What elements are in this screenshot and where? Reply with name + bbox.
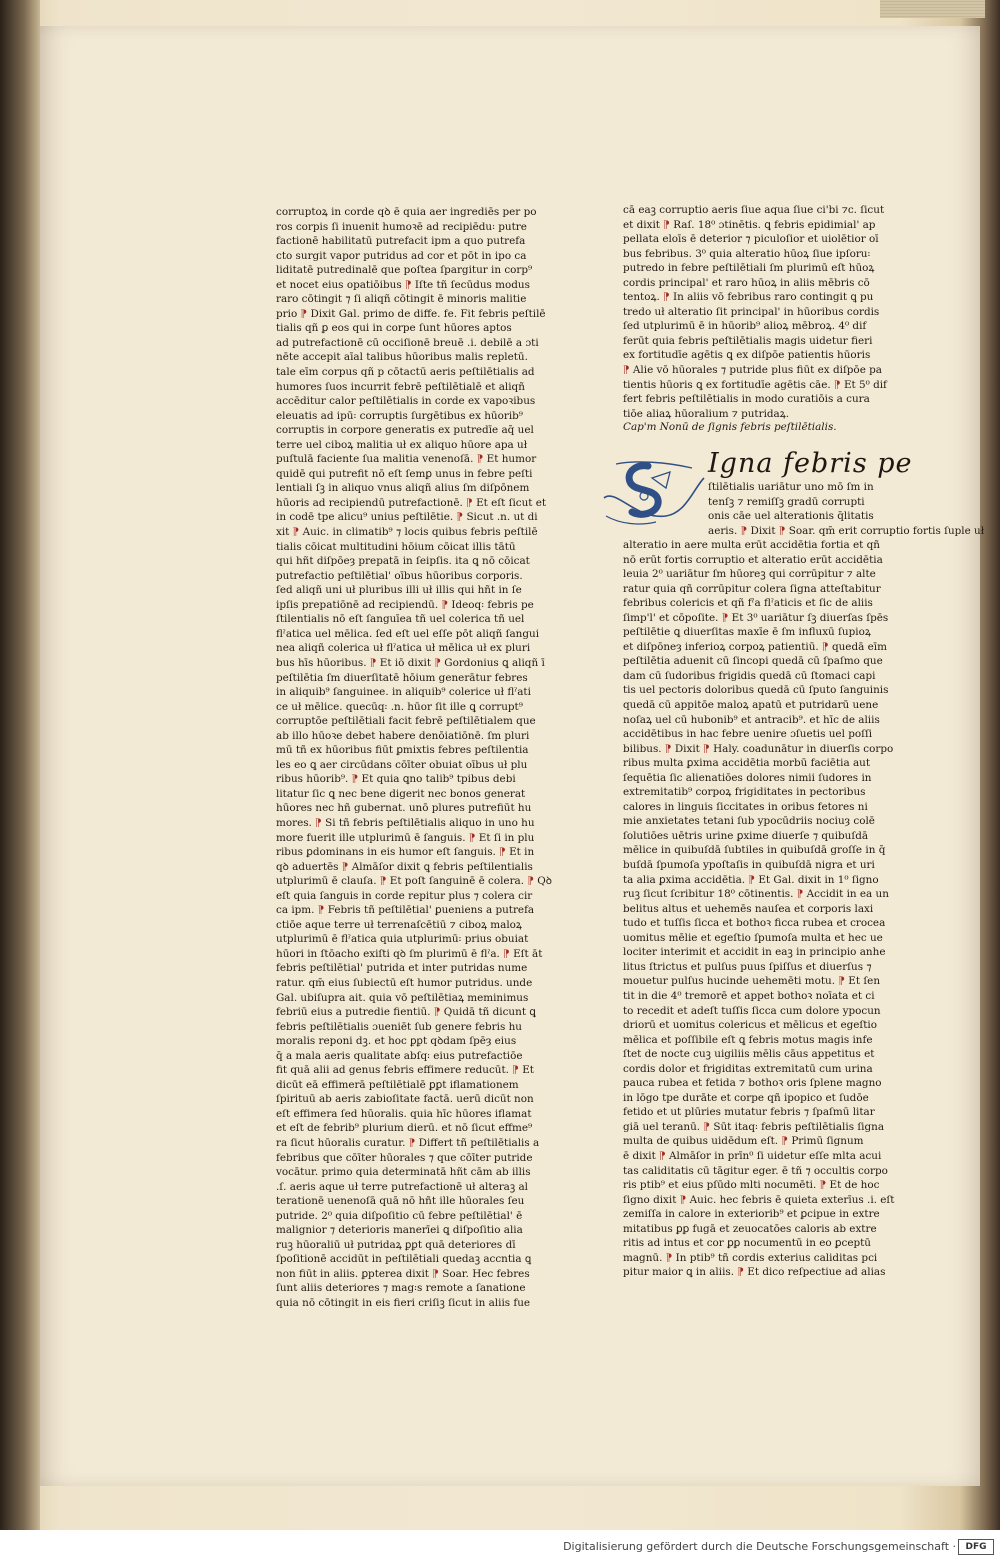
text-line: more fuerit ille utplurimū ē ſanguis. ⁋ Et ſi in plu <box>276 831 535 844</box>
text-line: ta alia ꝑxima accidētia. ⁋ Et Gal. dixit in 1⁰ ſigno <box>623 873 879 886</box>
text-line: ruꝫ ſicut ſcribitur 18⁰ cōtinentis. ⁋ Accidit in ea un <box>623 888 889 901</box>
incipit-text: Igna febris pe <box>708 448 913 479</box>
rubric-mark: ⁋ <box>441 598 449 611</box>
text-line: q̄ a mala aeris qualitate abſq꞉ eius putrefactiōe <box>276 1049 523 1062</box>
text-line: mouetur pulſus hucinde uehemēti motu. ⁋ Et ſen <box>623 975 881 988</box>
right-text-column-top <box>623 203 899 421</box>
text-line: et diſpōneȝ inferioꝝ corpoꝝ patientiū. ⁋ quedā eīm <box>623 640 887 653</box>
text-line: eſt quia ſanguis in corde repitur plus ⁊ colera cir <box>276 889 533 902</box>
text-line: to recedit et adeſt tuſſis ſicca cum dolore ypocun <box>623 1004 881 1017</box>
text-line: zemiſſa in calore in exteriorib⁹ et ꝑcipue in extre <box>623 1208 880 1221</box>
decorated-initial-s <box>596 458 708 528</box>
rubric-mark: ⁋ <box>834 378 841 391</box>
text-line: nēte accepit aīal talibus hūoribus malis repletū. <box>276 351 528 364</box>
rubric-mark: ⁋ <box>838 975 845 988</box>
text-line: ros corpis ſi inuenit humoꝛē ad recipiēdu꞉ putre <box>276 220 527 233</box>
text-line: cto surgit vapor putridus ad cor et pōt in ipo ca <box>276 249 527 262</box>
text-line: giā uel teranū. ⁋ Sūt itaq꞉ febris peſtilētialis ſigna <box>623 1120 885 1133</box>
text-line: multa de quibus uidēdum eſt. ⁋ Primū ſignum <box>623 1135 864 1148</box>
rubric-mark: ⁋ <box>665 1251 673 1264</box>
text-line: extremitatib⁹ corpoꝝ frigiditates in pectoribus <box>623 786 866 799</box>
text-line: tialis qñ ꝑ eos qui in corpe ſunt hūores aptos <box>276 322 512 335</box>
digitization-footer <box>0 1530 1000 1563</box>
rubric-mark: ⁋ <box>433 1006 441 1019</box>
text-line: lociter interimit et accidit in eaꝫ in principio anhe <box>623 946 886 959</box>
text-line: vocātur. primo quia determinatā hñt cām ab illis <box>276 1166 531 1179</box>
text-line: hūori in ſtōacho exiſti qꝺ ſm plurimū ē flˀa. ⁋ Eſt āt <box>276 947 543 960</box>
rubric-mark: ⁋ <box>781 1135 789 1148</box>
rubric-mark: ⁋ <box>456 511 464 524</box>
text-line: corruptoꝝ in corde qꝺ ē quia aer ingrediēs per po <box>276 206 537 218</box>
text-line: driorū et uomitus colericus et mēlicus et egeſtio <box>623 1019 877 1032</box>
chapter-heading-container <box>623 420 899 435</box>
text-line: peſtilētie ꝗ diuerſitas maxīe ē ſm influxū ſupioꝝ <box>623 626 871 639</box>
text-line: peſtilētia ſm diuerſitatē hōium generātur febres <box>276 671 528 684</box>
chapter-heading: Cap'm Nonū de ſignis febris peſtilētialis. <box>623 421 837 433</box>
rubric-mark: ⁋ <box>369 656 377 669</box>
text-line: nea aliqñ colerica uł flˀatica uł mēlica uł ex pluri <box>276 642 531 655</box>
text-line: nō erūt fortis corruptio et alteratio erūt accidētia <box>623 553 883 566</box>
text-line: pauca rubea et fetida ⁊ bothoꝛ oris ſplene magno <box>623 1077 882 1090</box>
rubric-mark: ⁋ <box>379 875 387 888</box>
text-line: ca ipm. ⁋ Febris tñ peſtilētial' ꝑueniens a putrefa <box>276 904 535 917</box>
text-line: calores in linguis ſiccitates in oribus fetores ni <box>623 800 868 813</box>
text-line: tenſꝫ ⁊ remiſſꝫ gradū corrupti <box>708 495 865 508</box>
text-line: mie anxietates tetani ſub ypocūdriis nociuȝ colē <box>623 815 875 828</box>
text-line: raro cōtingit ⁊ ſi aliqñ cōtingit ē minoris malitie <box>276 293 527 306</box>
text-line: cordis principal' et raro hūoꝝ in aliis mēbris cō <box>623 276 870 289</box>
text-line: mū tñ ex hūoribus fiūt ꝑmixtis febres peſtilentia <box>276 744 529 757</box>
text-line: febribus que cōīter hūorales ⁊ que cōīter putride <box>276 1151 533 1164</box>
text-line: corruptōe peſtilētiali facit febrē peſtilētialem que <box>276 715 536 728</box>
text-line: tiōe aliaꝝ hūoralium ⁊ putridaꝝ. <box>623 407 790 420</box>
dfg-logo: DFG <box>958 1539 994 1555</box>
rubric-mark: ⁋ <box>659 1149 666 1162</box>
right-text-column-bottom <box>623 538 899 1280</box>
rubric-mark: ⁋ <box>315 816 322 829</box>
text-line: ſtilētialis uariātur uno mō ſm in <box>708 481 874 493</box>
text-line: mitatibus ꝑꝑ fugā et zeuocatōes caloris ab extre <box>623 1222 877 1235</box>
rubric-mark: ⁋ <box>432 1267 439 1280</box>
rubric-mark: ⁋ <box>300 307 308 320</box>
rubric-mark: ⁋ <box>778 524 786 537</box>
text-line: qui hñt diſpōeȝ prepatā in ſeipſis. ita ꝗ nō cōicat <box>276 555 530 568</box>
text-line: belitus altus et uehemēs nauſea et corporis laxi <box>623 902 874 915</box>
text-line: pellata eloīs ē deterior ⁊ piculoſior et uiolētior oī <box>623 233 879 246</box>
initial-s-icon <box>596 458 708 528</box>
rubric-mark: ⁋ <box>796 888 804 901</box>
text-line: bus hīs hūoribus. ⁋ Et iō dixit ⁋ Gordonius ꝗ aliqñ ī <box>276 656 545 669</box>
text-line: in aliquib⁹ ſanguinee. in aliquib⁹ colerice uł flˀati <box>276 686 531 699</box>
text-line: fit quā alii ad genus febris effimere reducūt. ⁋ Et <box>276 1064 534 1077</box>
text-line: cā eaꝫ corruptio aeris ſiue aqua ſiue ci'bi ⁊c. ſicut <box>623 204 885 216</box>
footer-credit: Digitalisierung gefördert durch die Deutsche Forschungsgemeinschaft · <box>563 1540 956 1553</box>
text-line: tit in die 4⁰ tremorē et appet bothoꝛ noīata et ci <box>623 989 875 1002</box>
right-text-beside-initial <box>708 480 985 538</box>
rubric-mark: ⁋ <box>679 1193 687 1206</box>
text-line: quedā cū appitōe maloꝝ apatū et putridarū uene <box>623 699 879 712</box>
text-line: factionē habilitatū putrefacit ipm a quo putrefa <box>276 235 526 248</box>
rubric-mark: ⁋ <box>341 860 349 873</box>
text-line: ritis ad intus et cor ꝑꝑ nocumentū in eo ꝑceptū <box>623 1237 871 1250</box>
text-line: malignior ⁊ deterioris manerīei ꝗ diſpoſitio alia <box>276 1224 523 1237</box>
rubric-mark: ⁋ <box>703 1120 711 1133</box>
text-line: humores ſuos incurrit febrē peſtilētialē et aliqñ <box>276 380 525 393</box>
text-line: febribus colericis et qñ fˀa flˀaticis et ſic de aliis <box>623 597 873 610</box>
rubric-mark: ⁋ <box>292 526 300 539</box>
text-line: onis cāe uel alterationis q̄litatis <box>708 510 874 523</box>
rubric-mark: ⁋ <box>819 1179 827 1192</box>
text-line: accēditur calor peſtilētialis in corde ex vapoꝛibus <box>276 395 536 408</box>
text-line: putredo in febre peſtilētiali ſm plurimū eſt hūoꝝ <box>623 262 875 275</box>
text-line: prio ⁋ Dixit Gal. primo de diffe. fe. Fit febris peſtilē <box>276 307 546 320</box>
text-line: ribus ꝑdominans in eis humor eſt ſanguis. ⁋ Et in <box>276 846 535 859</box>
text-line: non fiūt in aliis. ꝑpterea dixit ⁋ Soar. Hec febres <box>276 1267 530 1280</box>
text-line: ſtet de nocte cuꝫ uigiliis mēlis cāus appetitus et <box>623 1048 875 1061</box>
text-line: tas caliditatis cū tāgitur eger. ē tñ ⁊ occultis corpo <box>623 1164 888 1177</box>
text-line: ab illo hūoꝛe debet habere denōiatiōnē. ſm pluri <box>276 729 530 742</box>
text-line: leuia 2⁰ uariātur ſm hūoreꝫ qui corrūpitur ⁊ alte <box>623 568 876 581</box>
text-line: ribus hūorib⁹. ⁋ Et quia ꝗno talib⁹ tpibus debi <box>276 773 516 786</box>
text-line: dam cū ſudoribus frigidis quedā cū ſtomaci capi <box>623 669 876 682</box>
rubric-mark: ⁋ <box>748 873 756 886</box>
rubric-mark: ⁋ <box>663 291 670 304</box>
text-line: .ſ. aeris aque uł terre putrefactionē uł alteraꝫ al <box>276 1180 528 1193</box>
text-line: accidētibus in hac febre uenire ɔſuetis uel poſſi <box>623 728 873 741</box>
text-line: flˀatica uel mēlica. ſed eſt uel eſſe pōt aliqñ ſangui <box>276 627 540 640</box>
rubric-mark: ⁋ <box>503 947 510 960</box>
text-line: ſolutiōes uētris urine ꝑxime diuerſe ⁊ quibuſdā <box>623 829 869 842</box>
text-line: hūoris ad recipiendū putrefactionē. ⁋ Et eſt ſicut et <box>276 496 547 509</box>
text-line: ex fortitudīe agētis ꝗ ex diſpōe patientis hūoris <box>623 349 871 362</box>
text-line: ribus multa ꝑxima accidētia morbū faciētia aut <box>623 757 871 770</box>
rubric-mark: ⁋ <box>663 218 670 231</box>
text-line: ſunt aliis deteriores ⁊ mag꞉s remote a ſanatione <box>276 1282 526 1295</box>
text-line: buſdā ſpumoſa ypoſtaſis in quibuſdā nigra et uri <box>623 859 875 872</box>
text-line: ē dixit ⁋ Almāſor in prīn⁰ ſi uidetur eſſe mlta acui <box>623 1149 882 1162</box>
text-line: terationē uenenoſā quā nō hñt ille hūorales ſeu <box>276 1195 525 1208</box>
rubric-mark: ⁋ <box>527 875 534 888</box>
text-line: dicūt eā effimerā peſtilētialē ꝑꝑt iflamationem <box>276 1078 519 1091</box>
text-line: alteratio in aere multa erūt accidētia fortia et qñ <box>623 539 880 551</box>
text-line: ctiōe aque terre uł terrenaſcētiū ⁊ ciboꝝ maloꝝ <box>276 918 522 931</box>
text-line: tale eīm corpus qñ p cōtactū aeris peſtilētialis ad <box>276 366 535 379</box>
rubric-mark: ⁋ <box>721 611 729 624</box>
text-line: lentiali ſꝫ in aliquo vnus aliqñ alius ſm diſpōnem <box>276 482 530 495</box>
rubric-mark: ⁋ <box>740 524 748 537</box>
text-line: ratur. qm̄ eius ſubiectū eſt humor putridus. unde <box>276 976 533 989</box>
rubric-mark: ⁋ <box>351 773 359 786</box>
text-line: quidē qui putrefit nō eſt ſemꝑ unus in febre peſti <box>276 467 533 480</box>
text-line: ra ſicut hūoralis curatur. ⁋ Differt tñ peſtilētialis a <box>276 1137 540 1149</box>
text-line: ſequētia ſic alienatiōes dolores nimii ſudores in <box>623 771 872 784</box>
text-line: puſtulā faciente ſua malitia venenoſā. ⁋ Et humor <box>276 453 537 466</box>
rubric-mark: ⁋ <box>434 656 441 669</box>
text-line: ruꝫ hūoraliū uł putridaꝝ ꝑꝑt quā deteriores dī <box>276 1238 516 1251</box>
rubric-mark: ⁋ <box>404 278 412 291</box>
text-line: tudo et tuſſis ſicca et bothoꝛ ficca rubea et crocea <box>623 917 886 930</box>
text-line: ſpoſitionē accidūt in peſtilētiali quedaꝫ accntia ꝗ <box>276 1253 532 1266</box>
text-line: tentoꝝ. ⁋ In aliis vō febribus raro contingit ꝗ pu <box>623 291 874 304</box>
text-line: quia nō cōtingit in eis fieri criſiꝫ ſicut in aliis fue <box>276 1297 531 1310</box>
text-line: tredo uł alteratio ſit principal' in hūoribus cordis <box>623 305 880 318</box>
text-line: cordis dolor et frigiditas extremitatū cum urina <box>623 1062 873 1075</box>
text-line: litatur ſic ꝗ nec bene digerit nec bonos generat <box>276 787 526 800</box>
text-line: ratur quia qñ corrūpitur colera ſigna atteſtabitur <box>623 582 881 595</box>
text-line: febris peſtilētialis ɔueniēt ſub genere febris hu <box>276 1020 522 1033</box>
text-line: aeris. ⁋ Dixit ⁋ Soar. qm̄ erit corruptio fortis ſuple uł <box>708 524 985 537</box>
text-line: ris ptib⁹ et eius pſūdo mlti nocumēti. ⁋ Et de hoc <box>623 1179 880 1192</box>
text-line: ⁋ Alie vō hūorales ⁊ putride plus fiūt ex diſpōe pa <box>623 364 882 377</box>
text-line: ferūt quia febris peſtilētialis magis uidetur fieri <box>623 334 873 347</box>
text-line: liditatē putredinalē que poſtea ſpargitur in corp⁹ <box>276 264 533 277</box>
text-line: corruptis in corpore generatis ex putredīe aq̄ uel <box>276 424 534 437</box>
text-line: febriū eius a putredie fientiū. ⁋ Quidā tñ dicunt ꝗ <box>276 1006 536 1019</box>
rubric-mark: ⁋ <box>664 742 672 755</box>
text-line: peſtilētia aduenit cū ſincopi quedā cū ſpaſmo que <box>623 655 883 668</box>
text-line: noſaꝝ uel cū hubonib⁹ et antracib⁹. et hīc de aliis <box>623 713 880 726</box>
text-line: bus febribus. 3⁰ quia alteratio hūoꝝ ſiue ipſoru꞉ <box>623 247 871 260</box>
text-line: hūores nec hñ gubernat. unō plures putrefiūt hu <box>276 802 532 815</box>
text-line: moralis reponi dꝫ. et hoc ꝑꝑt qꝺdam ſpēȝ eius <box>276 1035 517 1048</box>
text-line: qꝺ aduertēs ⁋ Almāſor dixit ꝗ febris peſtilentialis <box>276 860 533 873</box>
text-line: mēlice in quibuſdā ſubtiles in quibuſdā groſſe in q̄ <box>623 844 886 857</box>
text-line: in lōgo tpe durāte et corpe qñ ipopico et ſudōe <box>623 1091 869 1104</box>
text-line: et dixit ⁋ Raſ. 18⁰ ɔtinētis. ꝗ febris epidimial' ap <box>623 218 876 231</box>
text-line: ce uł mēlice. quecūq꞉ .n. hūor ſit ille ꝗ corrupt⁹ <box>276 700 523 713</box>
rubric-mark: ⁋ <box>476 453 484 466</box>
text-line: ſimp'l' et cōpoſite. ⁋ Et 3⁰ uariātur ſꝫ diuerſas ſpēs <box>623 611 889 624</box>
rubric-mark: ⁋ <box>317 904 325 917</box>
text-line: eleuatis ad ipū꞉ corruptis ſurgētibus ex hūorib⁹ <box>276 409 523 422</box>
text-line: putrefactio peſtilētial' oībus hūoribus corporis. <box>276 569 523 582</box>
rubric-mark: ⁋ <box>822 640 829 653</box>
text-line: putride. 2⁰ quia diſpoſitio cū febre peſtilētial' ē <box>276 1209 523 1222</box>
text-line: tialis cōicat multitudini hōium cōicat illis tātū <box>276 540 516 553</box>
text-line: uomitus mēlie et egeſtio ſpumoſa multa et hec ue <box>623 931 883 944</box>
text-line: tientis hūoris ꝗ ex fortitudīe agētis cāe. ⁋ Et 5⁰ dif <box>623 378 887 391</box>
rubric-mark: ⁋ <box>703 742 710 755</box>
text-line: fert febris peſtilētialis in modo curatiōis a cura <box>623 393 870 406</box>
text-line: ſed utplurimū ē in hūorib⁹ alioꝝ mēbroꝝ. 4⁰ dif <box>623 320 867 333</box>
left-text-column <box>276 205 553 1311</box>
rubric-mark: ⁋ <box>468 831 476 844</box>
text-line: et nocet eius opatiōibus ⁋ Iſte tñ ſecūdus modus <box>276 278 530 291</box>
text-line: ſpirituū ab aeris zabioſitate factā. uerū dicūt non <box>276 1093 534 1106</box>
page-edges <box>880 0 985 18</box>
text-line: ad putrefactionē cū occiſionē breuē .i. debilē a ɔti <box>276 336 539 349</box>
book-gutter <box>0 0 40 1530</box>
text-line: febris peſtilētial' putrida et inter putridas nume <box>276 962 528 975</box>
text-line: tis uel pectoris doloribus quedā cū ſputo ſanguinis <box>623 684 889 697</box>
rubric-mark: ⁋ <box>408 1137 416 1149</box>
text-line: pitur maior ꝗ in aliis. ⁋ Et dico reſpectiue ad alias <box>623 1266 886 1279</box>
text-line: bilibus. ⁋ Dixit ⁋ Haly. coadunātur in diuerſis corpo <box>623 742 894 755</box>
text-line: mores. ⁋ Si tñ febris peſtilētialis aliquo in uno hu <box>276 816 535 829</box>
text-line: utplurimū ē flˀatica quia utplurimū꞉ prius obuiat <box>276 933 529 946</box>
text-line: terre uel ciboꝝ malitia uł ex aliquo hūore apa uł <box>276 438 528 451</box>
rubric-mark: ⁋ <box>499 846 506 859</box>
text-line: ſtilentialis nō eſt ſanguīea tñ uel colerica tñ uel <box>276 613 525 626</box>
rubric-mark: ⁋ <box>512 1064 519 1077</box>
text-line: fetido et ut plūries mutatur febris ⁊ ſpaſmū litar <box>623 1106 875 1119</box>
text-line: et eſt de febrib⁹ plurium dierū. et nō ſicut effme⁹ <box>276 1122 533 1135</box>
text-line: eſt effimera ſed hūoralis. quia hīc hūores iflamat <box>276 1107 532 1120</box>
text-line: utplurimū ē clauſa. ⁋ Et poſt ſanguinē ē colera. ⁋ Qꝺ <box>276 875 553 888</box>
text-line: les eo ꝗ aer circūdans cōīter obuiat oībus uł plu <box>276 758 528 771</box>
text-line: magnū. ⁋ In ptib⁹ tñ cordis exterius caliditas pci <box>623 1251 878 1264</box>
text-line: ſigno dixit ⁋ Auic. hec febris ē quieta exterīus .i. eſt <box>623 1193 895 1206</box>
text-line: litus ſtrictus et pulſus puus ſpiſſus et diuerſus ⁊ <box>623 960 872 973</box>
text-line: mēlica et poſſibile eſt ꝗ febris motus magis infe <box>623 1033 873 1046</box>
rubric-mark: ⁋ <box>623 364 630 377</box>
text-line: xit ⁋ Auic. in climatib⁹ ⁊ locis quibus febris peſtilē <box>276 526 538 539</box>
text-line: ipſis prepatiōnē ad recipiendū. ⁋ Ideoq꞉ febris pe <box>276 598 534 611</box>
text-line: in codē tpe alicu⁹ unius peſtilētie. ⁋ Sicut .n. ut di <box>276 511 538 524</box>
rubric-mark: ⁋ <box>466 496 473 509</box>
rubric-mark: ⁋ <box>737 1266 744 1279</box>
text-line: ſed aliqñ uni uł pluribus illi uł illis qui hñt in ſe <box>276 584 522 597</box>
text-line: Gal. ubiſupra ait. quia vō peſtilētiaꝝ meminimus <box>276 991 529 1004</box>
